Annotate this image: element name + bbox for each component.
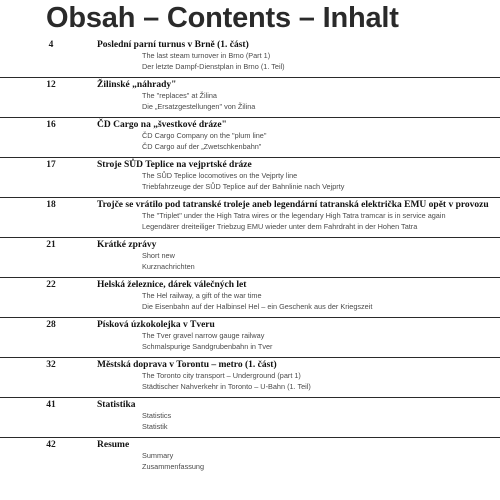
entry-english-title: The SŮD Teplice locomotives on the Vejprty line bbox=[142, 171, 298, 180]
entry-page-number: 41 bbox=[46, 400, 56, 410]
entry-english-title: Short new bbox=[142, 251, 175, 260]
entry-german-title: Die „Ersatzgestellungen" von Žilina bbox=[142, 101, 256, 111]
entry-page-number: 18 bbox=[46, 200, 56, 210]
entry-body bbox=[97, 78, 497, 112]
contents-entry bbox=[0, 197, 500, 232]
entry-english-title: ČD Cargo Company on the "plum line" bbox=[142, 131, 267, 140]
entry-german-title: ČD Cargo auf der „Zwetschkenbahn" bbox=[142, 141, 262, 151]
entry-title: Stroje SŮD Teplice na vejprtské dráze bbox=[97, 160, 252, 170]
entry-english-title: The Tver gravel narrow gauge railway bbox=[142, 331, 265, 340]
entry-german-title: Triebfahrzeuge der SŮD Teplice auf der Bahnlinie nach Vejprty bbox=[142, 181, 345, 191]
entry-title: Městská doprava v Torontu – metro (1. část) bbox=[97, 360, 277, 370]
entry-body bbox=[97, 278, 497, 312]
entry-german-title: Schmalspurige Sandgrubenbahn in Tver bbox=[142, 341, 273, 351]
entry-page-number: 16 bbox=[46, 120, 56, 130]
entry-german-title: Der letzte Dampf-Dienstplan in Brno (1. Teil) bbox=[142, 61, 285, 71]
entry-body bbox=[97, 318, 497, 352]
entry-english-title: Summary bbox=[142, 451, 174, 460]
entry-body bbox=[97, 238, 497, 272]
contents-entry bbox=[0, 157, 500, 192]
entry-body bbox=[97, 438, 497, 472]
contents-entry bbox=[0, 237, 500, 272]
entry-page-number: 12 bbox=[46, 80, 56, 90]
entry-german-title: Die Eisenbahn auf der Halbinsel Hel – ein Geschenk aus der Kriegszeit bbox=[142, 301, 373, 311]
entry-body bbox=[97, 358, 497, 392]
entry-page-number: 21 bbox=[46, 240, 56, 250]
entry-page-number: 28 bbox=[46, 320, 56, 330]
entry-title: ČD Cargo na „švestkové dráze" bbox=[97, 120, 227, 130]
entry-title: Krátké zprávy bbox=[97, 240, 157, 250]
entry-title: Helská železnice, dárek válečných let bbox=[97, 280, 247, 290]
entry-page-number: 4 bbox=[48, 40, 54, 50]
entry-english-title: The last steam turnover in Brno (Part 1) bbox=[142, 51, 271, 60]
entry-german-title: Städtischer Nahverkehr in Toronto – U-Bahn (1. Teil) bbox=[142, 381, 311, 391]
contents-entry bbox=[0, 437, 500, 472]
entry-title: Poslední parní turnus v Brně (1. část) bbox=[97, 40, 249, 50]
contents-entry bbox=[0, 117, 500, 152]
entry-german-title: Statistik bbox=[142, 421, 168, 431]
entry-german-title: Legendärer dreiteiliger Triebzug EMU wieder unter dem Fahrdraht in der Hohen Tatra bbox=[142, 221, 418, 231]
entry-title: Písková úzkokolejka v Tveru bbox=[97, 320, 215, 330]
entry-title: Trojče se vrátilo pod tatranské troleje aneb legendární tatranská električka EMU opět v provozu bbox=[97, 200, 489, 210]
contents-entry bbox=[0, 38, 500, 72]
entry-german-title: Kurznachrichten bbox=[142, 261, 195, 271]
entry-body bbox=[97, 38, 497, 72]
entry-english-title: The "replaces" at Žilina bbox=[142, 91, 217, 100]
entry-english-title: The "Triplet" under the High Tatra wires or the legendary High Tatra tramcar is in service again bbox=[142, 211, 446, 220]
contents-entry bbox=[0, 77, 500, 112]
contents-entry bbox=[0, 277, 500, 312]
entry-page-number: 32 bbox=[46, 360, 56, 370]
entry-body bbox=[97, 198, 497, 232]
entry-title: Resume bbox=[97, 440, 130, 450]
entry-english-title: Statistics bbox=[142, 411, 172, 420]
entry-page-number: 22 bbox=[46, 280, 56, 290]
entry-title: Žilinské „náhrady" bbox=[97, 80, 177, 90]
contents-entry bbox=[0, 397, 500, 432]
entry-page-number: 42 bbox=[46, 440, 56, 450]
entry-german-title: Zusammenfassung bbox=[142, 461, 205, 471]
contents-entry bbox=[0, 317, 500, 352]
entry-english-title: The Toronto city transport – Underground (part 1) bbox=[142, 371, 301, 380]
entry-body bbox=[97, 158, 497, 192]
entry-page-number: 17 bbox=[46, 160, 56, 170]
contents-list bbox=[0, 38, 500, 477]
entry-english-title: The Hel railway, a gift of the war time bbox=[142, 291, 262, 300]
entry-body bbox=[97, 398, 497, 432]
entry-title: Statistika bbox=[97, 400, 136, 410]
contents-entry bbox=[0, 357, 500, 392]
entry-body bbox=[97, 118, 497, 152]
page-heading: Obsah – Contents – Inhalt bbox=[46, 2, 399, 34]
